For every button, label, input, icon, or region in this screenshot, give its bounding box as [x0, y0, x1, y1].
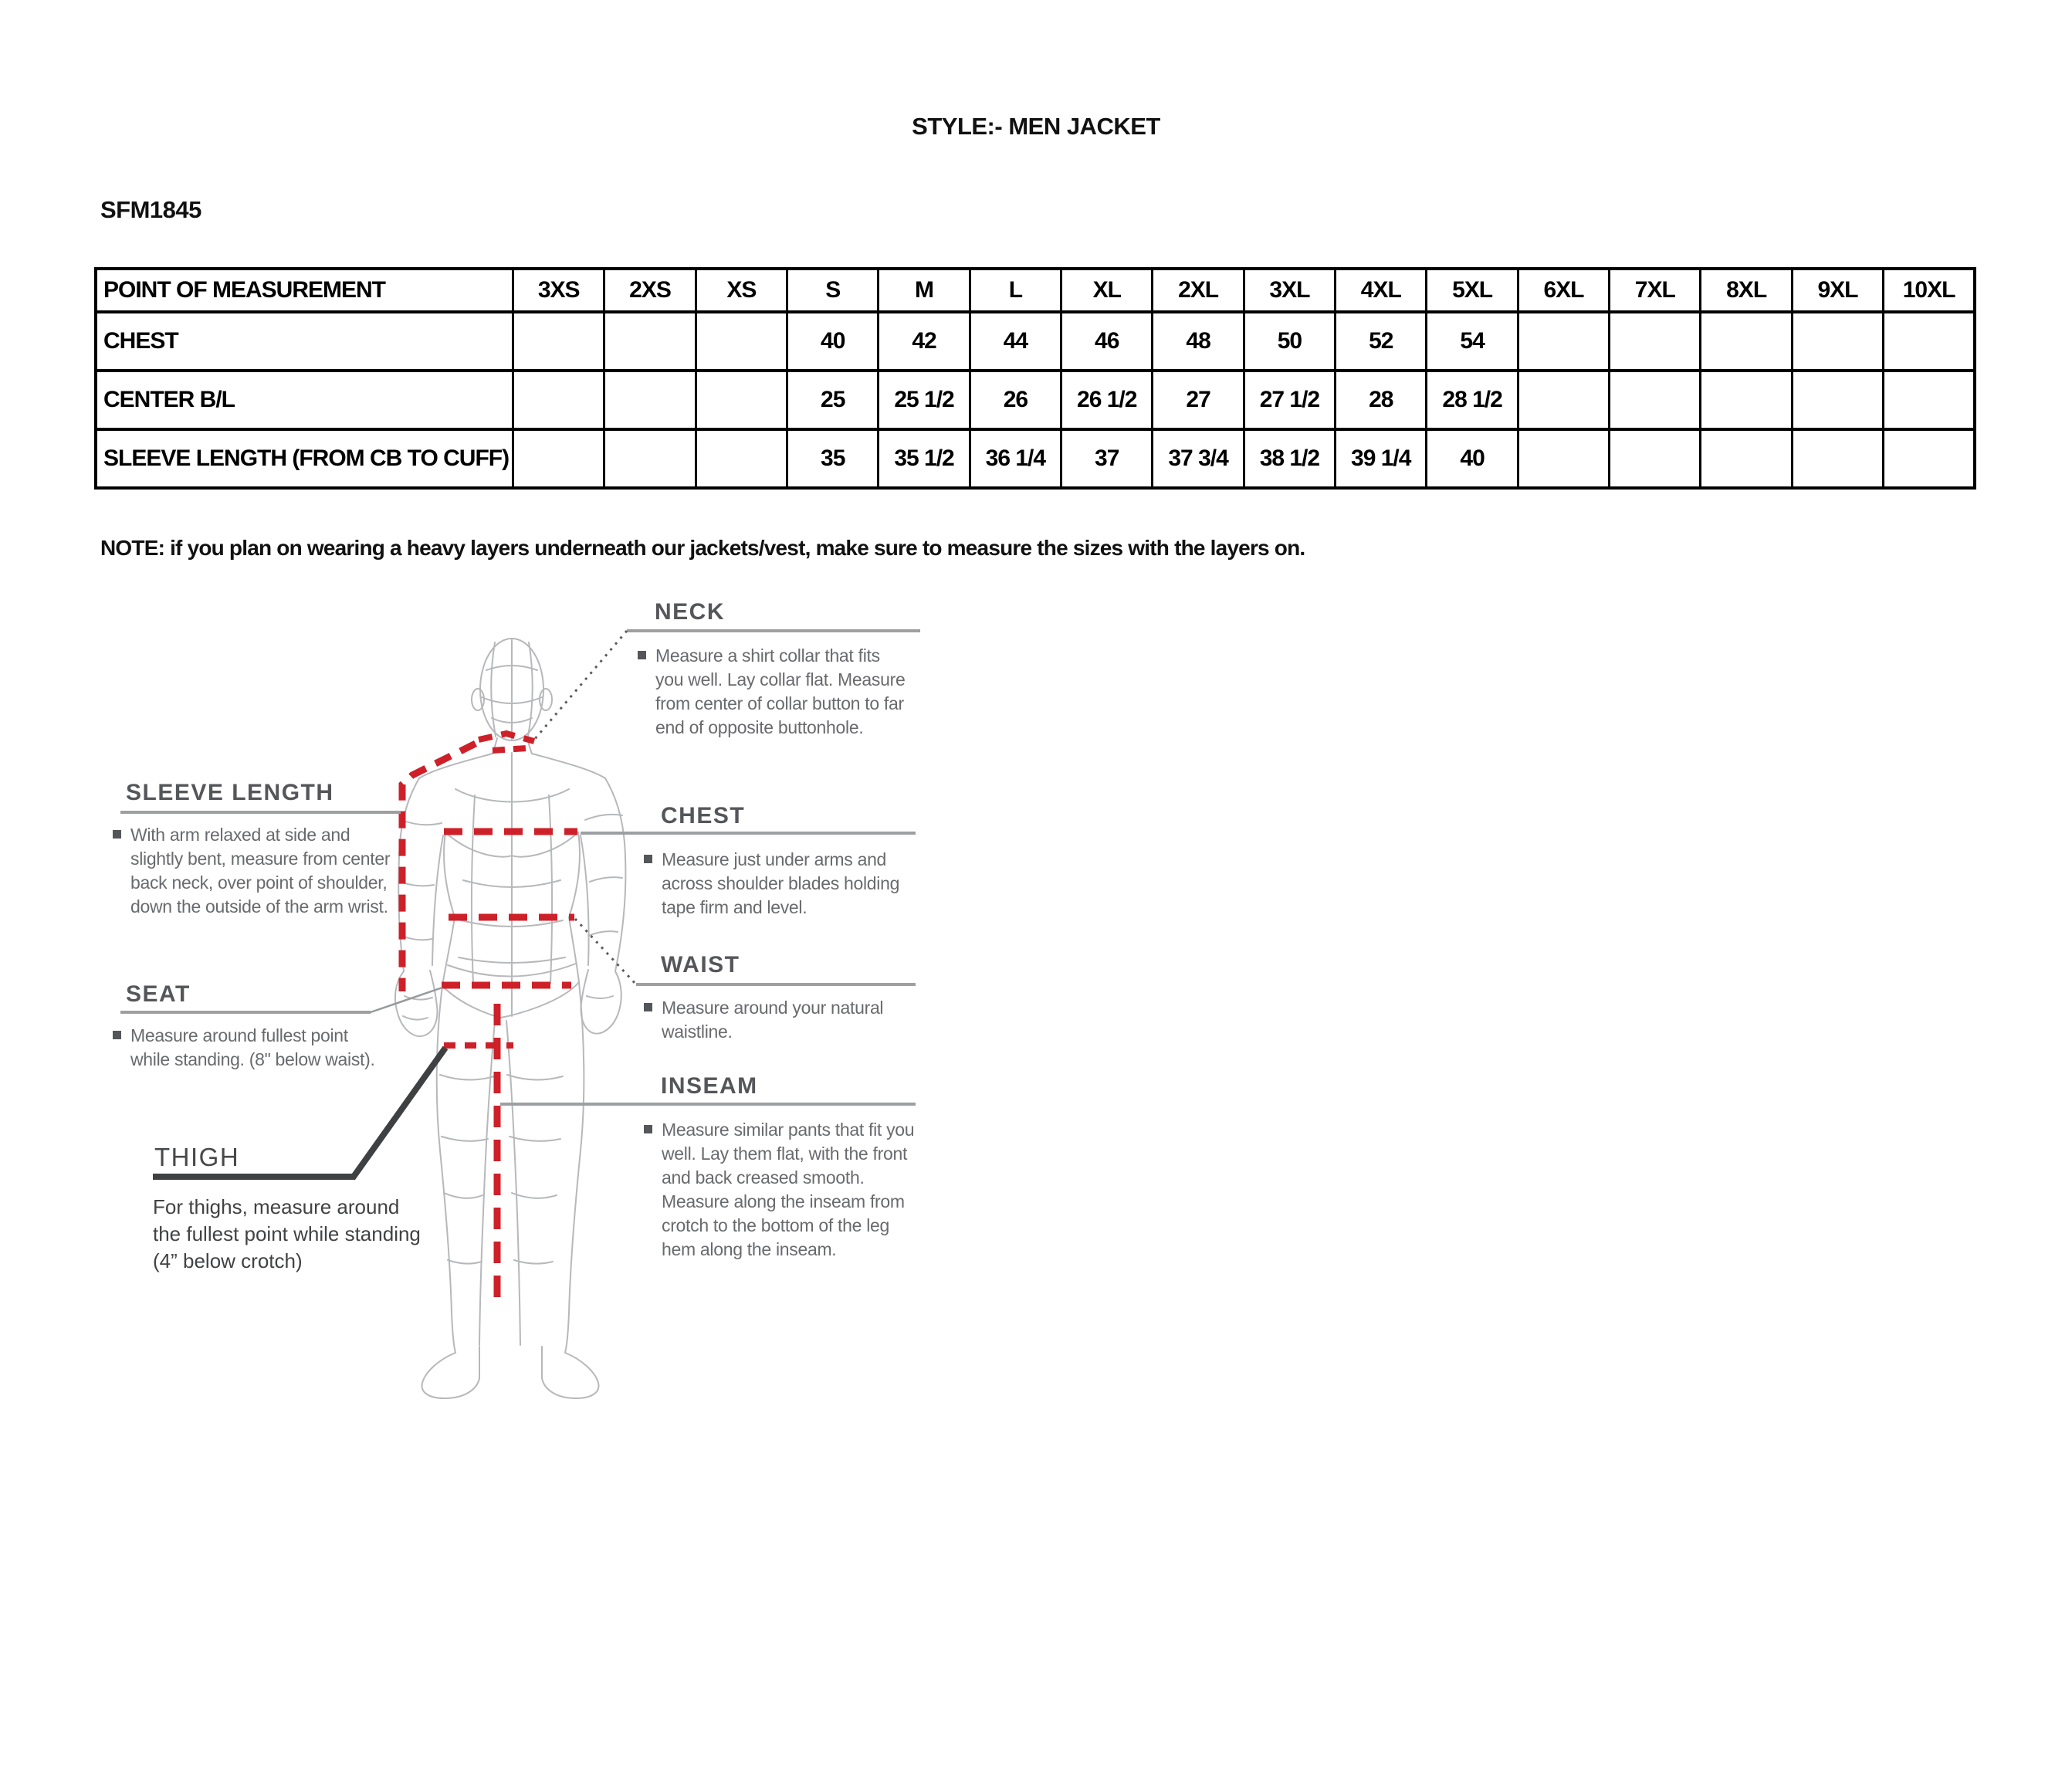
- inseam-description: Measure similar pants that fit you well. Lay them flat, with the front and back creased smooth. Measure along the inseam from crotch to the bottom of the leg hem along the inseam.: [644, 1118, 920, 1262]
- table-cell: [1610, 371, 1701, 429]
- table-cell: [604, 371, 696, 429]
- thigh-heading: THIGH: [154, 1143, 240, 1171]
- seat-leader-line: [371, 988, 442, 1012]
- table-cell: [696, 371, 787, 429]
- size-table-header-row: [96, 269, 1975, 312]
- table-cell: [1701, 312, 1792, 371]
- chest-description: Measure just under arms and across shoulder blades holding tape firm and level.: [644, 848, 914, 920]
- thigh-description: For thighs, measure around the fullest point while standing (4” below crotch): [153, 1195, 421, 1272]
- table-cell: 25: [787, 371, 879, 429]
- table-cell: 28 1/2: [1427, 371, 1518, 429]
- waist-heading: WAIST: [661, 952, 740, 977]
- table-cell: [1610, 312, 1701, 371]
- bullet-square-icon: [644, 855, 652, 863]
- column-header-size: 5XL: [1427, 269, 1518, 312]
- neck-measure-line-lower: [493, 748, 526, 750]
- page-title: STYLE:- MEN JACKET: [912, 113, 1160, 140]
- table-cell: 50: [1244, 312, 1335, 371]
- bullet-square-icon: [113, 1031, 121, 1039]
- table-cell: 26 1/2: [1061, 371, 1153, 429]
- table-cell: [1792, 371, 1883, 429]
- table-cell: [696, 429, 787, 488]
- column-header-size: 4XL: [1336, 269, 1427, 312]
- table-row: [96, 312, 1975, 371]
- waist-description: Measure around your natural waistline.: [644, 996, 914, 1044]
- bullet-square-icon: [644, 1125, 652, 1133]
- table-cell: 40: [787, 312, 879, 371]
- table-cell: [696, 312, 787, 371]
- table-cell: 40: [1427, 429, 1518, 488]
- column-header-size: 7XL: [1610, 269, 1701, 312]
- table-cell: [1701, 371, 1792, 429]
- bullet-square-icon: [638, 651, 646, 659]
- table-cell: 36 1/4: [970, 429, 1061, 488]
- table-cell: [604, 312, 696, 371]
- sleeve-length-description: With arm relaxed at side and slightly bent, measure from center back neck, over point of shoulder, down the outside of the arm wrist.: [113, 823, 392, 919]
- column-header-size: M: [879, 269, 970, 312]
- sleeve-length-heading: SLEEVE LENGTH: [126, 780, 334, 805]
- table-cell: 38 1/2: [1244, 429, 1335, 488]
- neck-measure-line: [479, 734, 534, 741]
- table-row: [96, 429, 1975, 488]
- sleeve-measure-line: [402, 744, 476, 991]
- column-header-size: 3XS: [513, 269, 604, 312]
- table-cell: 39 1/4: [1336, 429, 1427, 488]
- seat-heading: SEAT: [126, 981, 191, 1007]
- table-cell: [513, 429, 604, 488]
- table-cell: [513, 371, 604, 429]
- table-cell: [604, 429, 696, 488]
- column-header-size: 2XS: [604, 269, 696, 312]
- column-header-size: XL: [1061, 269, 1153, 312]
- table-cell: 54: [1427, 312, 1518, 371]
- bullet-square-icon: [644, 1003, 652, 1011]
- row-label: SLEEVE LENGTH (FROM CB TO CUFF): [96, 429, 513, 488]
- row-label: CENTER B/L: [96, 371, 513, 429]
- column-header-size: XS: [696, 269, 787, 312]
- waist-leader-line: [575, 919, 636, 984]
- table-cell: 37 3/4: [1153, 429, 1244, 488]
- style-code: SFM1845: [100, 196, 201, 223]
- table-cell: 27 1/2: [1244, 371, 1335, 429]
- table-cell: 48: [1153, 312, 1244, 371]
- column-header-measurement: POINT OF MEASUREMENT: [96, 269, 513, 312]
- table-cell: 27: [1153, 371, 1244, 429]
- column-header-size: 2XL: [1153, 269, 1244, 312]
- table-cell: 35: [787, 429, 879, 488]
- table-cell: 44: [970, 312, 1061, 371]
- table-cell: [1884, 312, 1975, 371]
- table-cell: [1792, 312, 1883, 371]
- table-cell: 37: [1061, 429, 1153, 488]
- table-cell: [1518, 371, 1609, 429]
- bullet-square-icon: [113, 830, 121, 839]
- table-cell: [1884, 429, 1975, 488]
- table-cell: 52: [1336, 312, 1427, 371]
- neck-description: Measure a shirt collar that fits you well. Lay collar flat. Measure from center of collar button to far end of opposite buttonhole.: [638, 644, 909, 740]
- table-cell: 25 1/2: [879, 371, 970, 429]
- table-cell: 42: [879, 312, 970, 371]
- row-label: CHEST: [96, 312, 513, 371]
- inseam-heading: INSEAM: [661, 1073, 758, 1099]
- neck-heading: NECK: [655, 599, 726, 625]
- column-header-size: 9XL: [1792, 269, 1883, 312]
- column-header-size: S: [787, 269, 879, 312]
- column-header-size: 6XL: [1518, 269, 1609, 312]
- size-table-body: [96, 312, 1975, 488]
- mannequin-wireframe-figure: [395, 639, 625, 1398]
- column-header-size: L: [970, 269, 1061, 312]
- table-cell: [1518, 429, 1609, 488]
- table-cell: [513, 312, 604, 371]
- table-cell: 46: [1061, 312, 1153, 371]
- table-cell: 26: [970, 371, 1061, 429]
- column-header-size: 3XL: [1244, 269, 1335, 312]
- note-text: NOTE: if you plan on wearing a heavy layers underneath our jackets/vest, make sure to measure the sizes with the layers on.: [100, 536, 1305, 560]
- table-cell: 28: [1336, 371, 1427, 429]
- table-cell: [1884, 371, 1975, 429]
- table-cell: [1701, 429, 1792, 488]
- column-header-size: 10XL: [1884, 269, 1975, 312]
- table-cell: [1518, 312, 1609, 371]
- neck-leader-line: [534, 631, 627, 740]
- seat-description: Measure around fullest point while standing. (8" below waist).: [113, 1024, 379, 1072]
- chest-heading: CHEST: [661, 803, 746, 828]
- size-table-head: [96, 269, 1975, 312]
- table-cell: [1792, 429, 1883, 488]
- measurement-lines: [402, 734, 577, 1306]
- table-cell: [1610, 429, 1701, 488]
- size-table: [94, 267, 1976, 490]
- table-cell: 35 1/2: [879, 429, 970, 488]
- table-row: [96, 371, 1975, 429]
- column-header-size: 8XL: [1701, 269, 1792, 312]
